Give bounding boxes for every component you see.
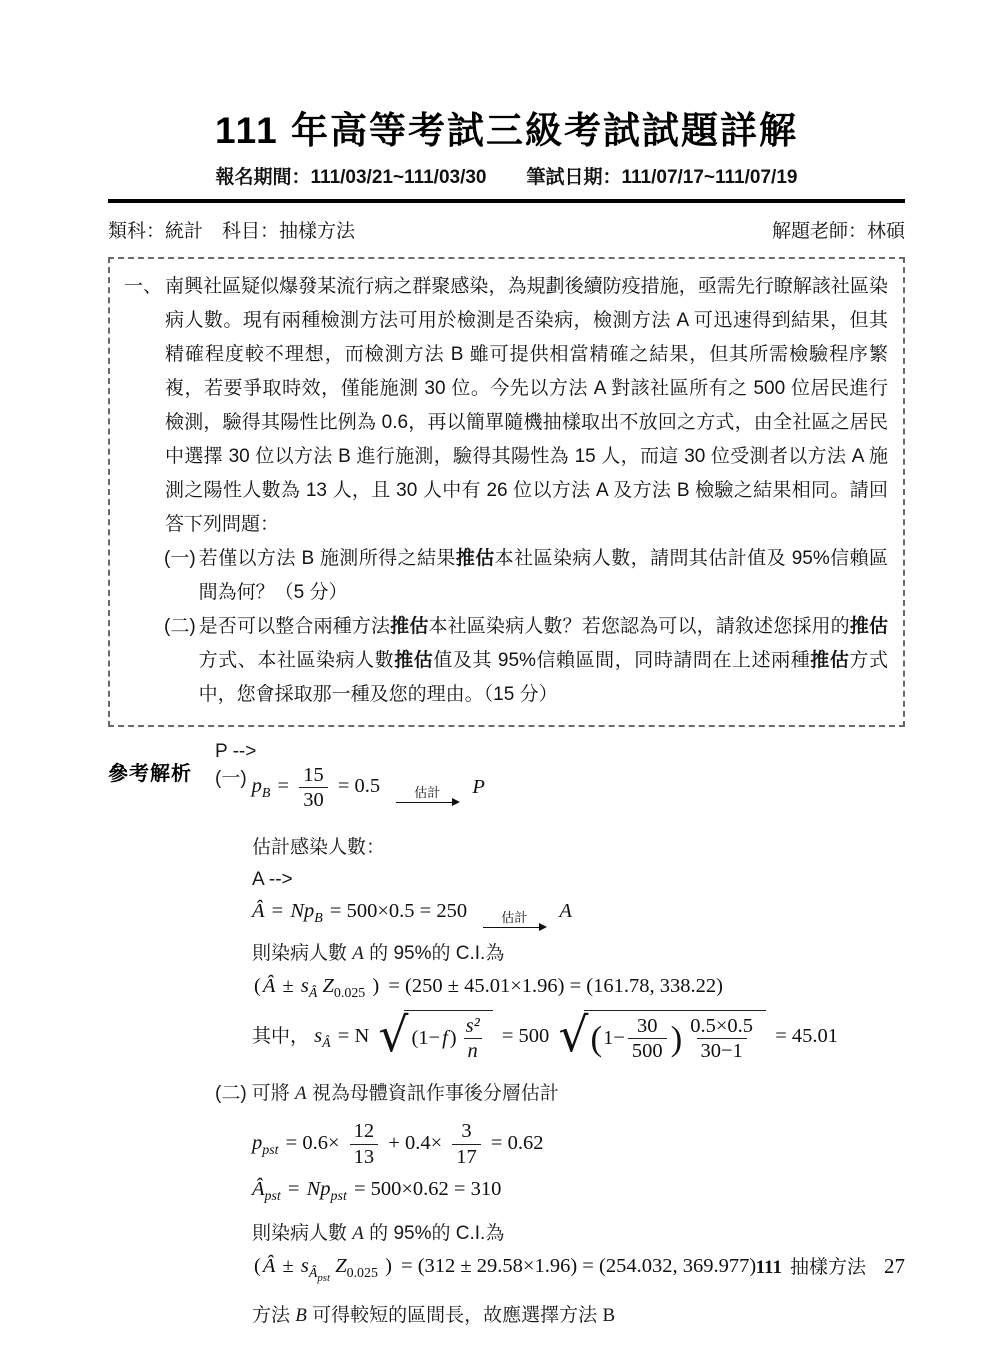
math-var: A [352,1223,364,1245]
math-token: $Â_{pst}$ [252,1178,281,1205]
sqrt-radical: √ (1−f) $\frac{\text{s²}}{n}$ [378,1010,492,1064]
solution-part2 [215,1078,905,1105]
math-token: = 500 [501,1024,550,1047]
registration-period: 報名期間：111/03/21~111/03/30 [215,166,487,188]
estimate-infected-label: 估計感染人數： [252,836,386,858]
page-number: 27 [884,1254,905,1278]
written-exam-date: 筆試日期：111/07/17~111/07/19 [526,166,798,188]
math-token: ± [282,1255,294,1278]
formula-pB-estimate [252,763,485,813]
part2-seg: 方式、本社區染病人數 [198,649,395,671]
math-token: = 500×0.5 = 250 [329,899,468,922]
math-var: Â [252,899,265,922]
solution-part2-detail [252,1119,905,1327]
math-token: $Np_{pst}$ [306,1178,347,1205]
solution-part1 [215,763,905,822]
header-divider [108,199,905,203]
part2-seg: 方式中，您會採取那一種及您的理由。（15 分） [198,649,888,705]
math-token: $Z_{0.025}$ [322,974,366,1001]
math-token: = (250 ± 45.01×1.96) = (161.78, 338.22) [388,974,723,997]
solution-section [108,741,905,1337]
math-token: $s_{Â_{pst}}$ [300,1255,331,1285]
fraction: $\frac{\text{s²}}{n}$ [462,1014,484,1064]
math-token: $Np_B$ [290,899,323,926]
page-footer [756,1252,905,1279]
formula-std-error [252,1010,905,1064]
estimate-arrow-icon: 估計 [483,911,545,928]
math-token: = 0.62 [490,1131,544,1154]
formula-Ahat [252,900,905,928]
math-token: = [287,1178,300,1201]
solution-label: 參考解析 [108,762,192,785]
part1-seg: 本社區染病人數，請問其估計值及 95%信賴區間為何？（5 分） [198,547,889,603]
question-main [124,270,888,542]
math-var: B [295,1304,307,1326]
part2-seg: 值及其 95%信賴區間，同時請問在上述兩種 [433,649,811,671]
fraction: $\frac{15}{30}$ [299,763,328,813]
part1-seg-bold: 推估 [455,547,495,569]
math-token: $s_Â$ [300,974,318,1001]
math-token: = [271,899,284,922]
math-token: ) [385,1255,392,1278]
volume-number: 111 [755,1257,782,1278]
subject-info: 類科：統計 科目：抽樣方法 [108,220,356,242]
fraction: $\frac{0.5\times 0.5}{30-1}$ [690,1014,754,1063]
content-area [108,0,905,1337]
question-box [108,257,905,727]
math-token: ) [372,974,380,997]
math-var: A [352,942,364,964]
part2-seg-bold: 推估 [394,649,434,671]
estimate-arrow-icon: 估計 [396,786,458,803]
formula-Ahat-pst [252,1178,905,1204]
math-var: B [602,1304,616,1326]
part2-seg-bold: 推估 [849,615,888,637]
math-token: = (312 ± 29.58×1.96) = (254.032, 369.977) [401,1255,757,1278]
math-var: P [472,775,485,798]
part2-seg-bold: 推估 [390,615,429,637]
part1-text [199,542,888,610]
math-token: = 0.6× [285,1131,340,1154]
math-token: + 0.4× [388,1131,443,1154]
formula-p-pst [252,1119,905,1169]
math-token: = 0.5 [337,775,381,798]
math-token: = N [337,1024,370,1047]
meta-row [108,216,905,243]
math-token: = 500×0.62 = 310 [353,1178,502,1201]
question-part-1 [164,542,888,610]
math-var: Â [262,1255,276,1278]
math-token: 其中， [252,1025,310,1047]
solution-part1-detail: 估計感染人數： A --> Â = $Np_B = 500\times 0.5 = 250$ 估計 A 則染病人數 A 的 95%的 C.I.為 (Â ± $s_Â$ $Z_{0.025}$ ) = (250 ± 45.01×1.96) = (161.78, 338.22) 其中， $s_Â = N$ √ (1−f) $\frac{\text{s²}}{n}$ = 500 √ (1− $\frac{30}{500}$ ) $\frac{0.5\times 0.5}{30-1}$ = 45.01 [252,832,905,1064]
math-token: $p_B$ [251,775,271,802]
page-title: 111 年高等考試三級考試試題詳解 [215,110,798,151]
conclusion-line: 方法 B 可得較短的區間長，故應選擇方法 B [252,1304,616,1326]
math-token: $s_Â$ [314,1024,331,1051]
fraction: $\frac{12}{13}$ [350,1119,379,1169]
part1-label: (一) [164,547,196,569]
part2-text [199,610,888,712]
ci-intro-line: 則染病人數 A 的 95%的 C.I.為 [252,942,505,964]
exam-dates-row [108,162,905,189]
part2-seg-bold: 推估 [810,649,850,671]
part1-seg: 若僅以方法 B 施測所得之結果 [198,547,456,569]
math-token: = [277,775,290,798]
question-body: 南興社區疑似爆發某流行病之群聚感染，為規劃後續防疫措施，亟需先行瞭解該社區染病人數。現有兩種檢測方法可用於檢測是否染病，檢測方法 A 可迅速得到結果，但其精確程度較不理想，而檢測方法 B 雖可提供相當精確之結果，但其所需檢驗程序繁複，若要爭取時效，僅能施測 30 位。今先以方法 A 對該社區所有之 500 位居民進行檢測，驗得其陽性比例為 0.6，再以簡單隨機抽樣取出不放回之方式，由全社區之居民中選擇 30 位以方法 B 進行施測，驗得其陽性為 15 人，而這 30 位受測者以方法 A 施測之陽性人數為 13 人，且 30 人中有 26 位以方法 A 及方法 B 檢驗之結果相同。請回答下列問題： [165,275,888,535]
math-var: A [559,899,572,922]
teacher-info: 解題老師：林碩 [771,220,905,242]
question-number: 一、 [124,275,163,297]
solution-body: P --> (一) $p_B$ = $\frac{15}{30}$ = 0.5 估計 P 估計感染人數： A --> Â = $Np_B = 500\times 0.5 = 250$ 估計 A 則染病人數 A 的 95%的 C.I.為 (Â ± $s_Â$ $Z_{0.025}$ ) = (250 ± 45.01×1.96) = (161.78, 338.22) 其中， $s_Â = N$ √ (1−f) $\frac{\text{s²}}{n}$ = 500 √ (1− $\frac{30}{500}$ ) $\frac{0.5\times 0.5}{30-1}$ = 45.01 (二) 可將 A 視為母體資訊作事後分層估計 $p_{pst} = 0.6\times$ $\frac{12}{13}$ + 0.4× $\frac{3}{17}$ = 0.62 $Â_{pst} = Np_{pst} = 500\times 0.62 = 310$ 則染病人數 A 的 95%的 C.I.為 (Â ± $s_{Â_{pst}}$ $Z_{0.025}$ ) = (312 ± 29.58×1.96) = (254.032, 369.977) 方法 B 可得較短的區間長，故應選擇方法 B [215,741,905,1337]
math-token: $p_{pst}$ [252,1131,279,1158]
math-token: = 45.01 [775,1024,838,1047]
part2-seg: 本社區染病人數？若您認為可以，請敘述您採用的 [428,615,850,637]
fraction: $\frac{30}{500}$ [628,1014,667,1064]
fraction: $\frac{3}{17}$ [452,1119,481,1169]
math-var: Â [262,974,276,997]
math-token: ( [254,974,261,997]
math-var: A [294,1082,307,1104]
sqrt-radical: √ (1− $\frac{30}{500}$ ) $\frac{0.5\times 0.5}{30-1}$ [558,1010,766,1064]
math-token: ± [282,974,294,997]
solution-part1-marker: (一) [215,767,247,789]
solution-part2-marker: (二) [215,1082,247,1104]
footer-subject: 抽樣方法 [789,1257,866,1278]
post-stratification-line: 可將 A 視為母體資訊作事後分層估計 [251,1082,559,1104]
math-token: ( [254,1255,261,1278]
ci-intro-line: 則染病人數 A 的 95%的 C.I.為 [252,1223,505,1245]
question-part-2 [164,610,888,712]
part2-seg: 是否可以整合兩種方法 [198,615,391,637]
math-token: $Z_{0.025}$ [335,1255,378,1282]
part2-label: (二) [164,615,196,637]
formula-ci-1 [252,975,905,1001]
